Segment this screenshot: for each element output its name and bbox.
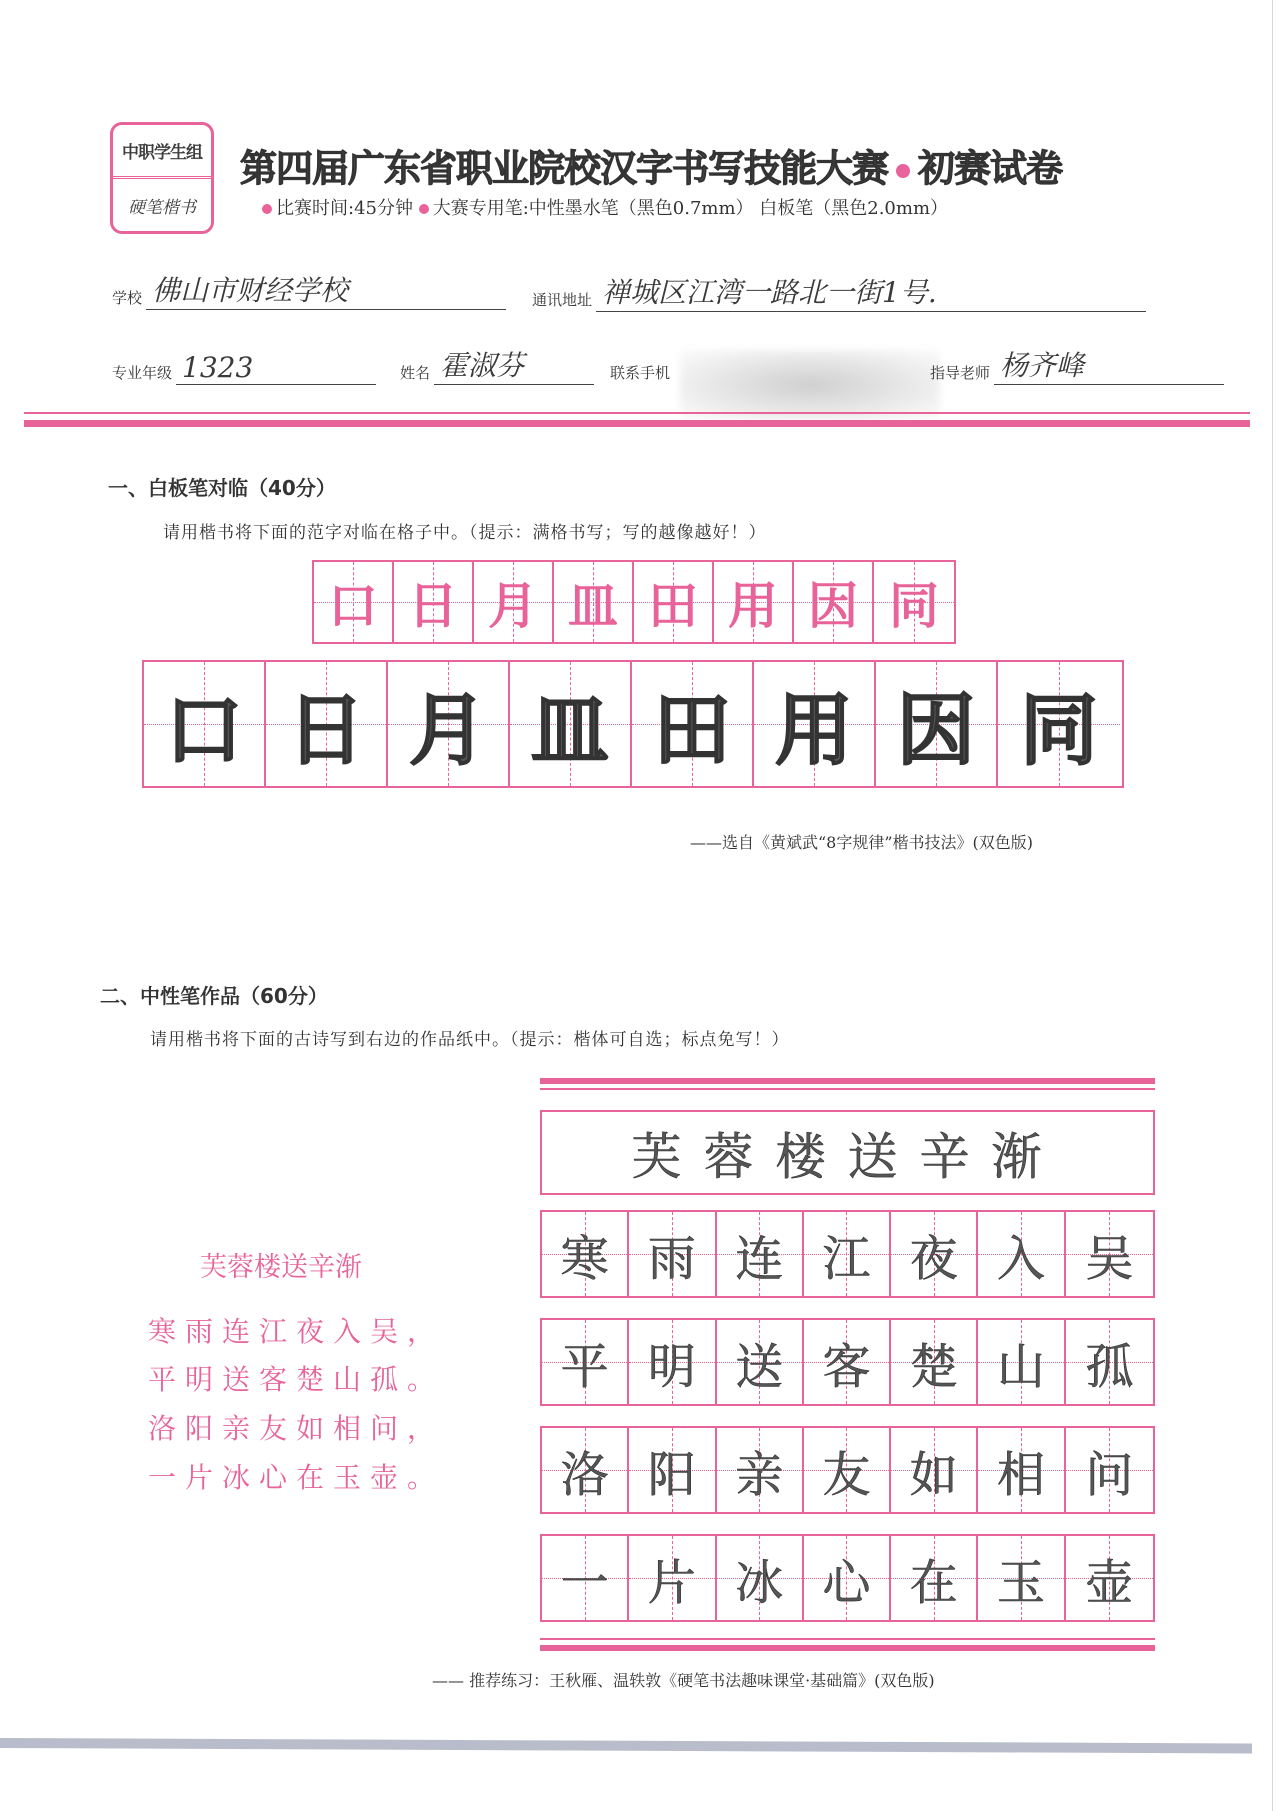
copy-cell[interactable]: 口 <box>144 662 266 786</box>
reference-cell: 口 <box>314 562 394 642</box>
reference-char-row <box>312 560 956 644</box>
title-main: 第四届广东省职业院校汉字书写技能大赛 <box>240 147 888 190</box>
copy-char-row[interactable] <box>142 660 1124 788</box>
scan-bottom-bar <box>0 1738 1252 1753</box>
section2-instruction: 请用楷书将下面的古诗写到右边的作品纸中。（提示：楷体可自选；标点免写！） <box>150 1030 790 1050</box>
grade-label: 专业年级 <box>112 364 173 382</box>
work-cell[interactable]: 玉 <box>978 1536 1065 1620</box>
work-cell[interactable]: 洛 <box>542 1428 629 1512</box>
poem-line: 洛阳亲友如相问， <box>148 1412 445 1445</box>
divider-thick <box>24 420 1250 427</box>
grade-value[interactable]: 1323 <box>176 345 376 385</box>
reference-cell: 皿 <box>554 562 634 642</box>
teacher-value[interactable]: 杨齐峰 <box>994 345 1224 385</box>
work-cell[interactable]: 壶 <box>1066 1536 1153 1620</box>
work-title-box[interactable] <box>540 1110 1155 1195</box>
work-cell[interactable]: 寒 <box>542 1212 629 1296</box>
school-field[interactable] <box>112 270 506 310</box>
work-cell[interactable]: 如 <box>891 1428 978 1512</box>
bullet-dot-icon <box>262 204 272 214</box>
bullet-dot-icon <box>419 204 429 214</box>
address-value[interactable]: 禅城区江湾一路北一街1号. <box>596 272 1146 312</box>
work-row[interactable] <box>540 1318 1155 1406</box>
bullet-dot-icon <box>896 164 910 178</box>
work-row[interactable] <box>540 1534 1155 1622</box>
reference-cell: 田 <box>634 562 714 642</box>
phone-label: 联系手机 <box>610 364 671 382</box>
section1-source: ——选自《黄斌武“8字规律”楷书技法》(双色版) <box>690 833 1034 852</box>
work-cell[interactable]: 明 <box>629 1320 716 1404</box>
work-paper-top-rule <box>540 1078 1155 1084</box>
work-cell[interactable]: 在 <box>891 1536 978 1620</box>
work-cell[interactable]: 阳 <box>629 1428 716 1512</box>
exam-rules <box>262 194 948 220</box>
category-badge <box>110 122 214 234</box>
name-field[interactable] <box>400 345 594 385</box>
work-cell[interactable]: 相 <box>978 1428 1065 1512</box>
copy-cell[interactable]: 同 <box>998 662 1120 786</box>
work-cell[interactable]: 孤 <box>1066 1320 1153 1404</box>
work-row[interactable] <box>540 1426 1155 1514</box>
work-paper-top-rule-thin <box>540 1088 1155 1090</box>
school-value[interactable]: 佛山市财经学校 <box>146 270 506 310</box>
poem-line: 寒雨连江夜入吴， <box>148 1315 445 1348</box>
section1-heading: 一、白板笔对临（40分） <box>108 476 336 500</box>
work-cell[interactable]: 送 <box>717 1320 804 1404</box>
name-label: 姓名 <box>400 364 431 382</box>
poem-ref-title: 芙蓉楼送辛渐 <box>200 1252 362 1283</box>
work-cell[interactable]: 友 <box>804 1428 891 1512</box>
reference-cell: 同 <box>874 562 954 642</box>
work-cell[interactable]: 雨 <box>629 1212 716 1296</box>
grade-field[interactable] <box>112 345 376 385</box>
scan-right-edge <box>1272 0 1273 1811</box>
work-cell[interactable]: 平 <box>542 1320 629 1404</box>
work-cell[interactable]: 冰 <box>717 1536 804 1620</box>
work-cell[interactable]: 片 <box>629 1536 716 1620</box>
poem-line: 一片冰心在玉壶。 <box>148 1461 445 1494</box>
copy-cell[interactable]: 皿 <box>510 662 632 786</box>
exam-pen: 大赛专用笔:中性墨水笔（黑色0.7mm） 白板笔（黑色2.0mm） <box>432 198 949 219</box>
work-cell[interactable]: 江 <box>804 1212 891 1296</box>
reference-cell: 因 <box>794 562 874 642</box>
exam-time: 比赛时间:45分钟 <box>276 198 413 219</box>
work-cell[interactable]: 心 <box>804 1536 891 1620</box>
section2-source: —— 推荐练习：王秋雁、温轶敦《硬笔书法趣味课堂·基础篇》(双色版) <box>432 1671 935 1690</box>
name-value[interactable]: 霍淑芬 <box>434 345 594 385</box>
work-cell[interactable]: 问 <box>1066 1428 1153 1512</box>
teacher-label: 指导老师 <box>930 364 991 382</box>
work-cell[interactable]: 一 <box>542 1536 629 1620</box>
address-label: 通讯地址 <box>532 291 593 309</box>
work-cell[interactable]: 连 <box>717 1212 804 1296</box>
work-paper-bottom-rule <box>540 1645 1155 1651</box>
reference-cell: 月 <box>474 562 554 642</box>
title-suffix: 初赛试卷 <box>918 147 1062 190</box>
badge-group: 中职学生组 <box>113 125 211 179</box>
teacher-field[interactable] <box>930 345 1224 385</box>
copy-cell[interactable]: 用 <box>754 662 876 786</box>
badge-category: 硬笔楷书 <box>128 197 196 218</box>
address-field[interactable] <box>532 272 1146 312</box>
copy-cell[interactable]: 月 <box>388 662 510 786</box>
page-title <box>240 138 1062 192</box>
reference-cell: 日 <box>394 562 474 642</box>
work-title: 芙蓉楼送辛渐 <box>631 1127 1064 1186</box>
work-cell[interactable]: 吴 <box>1066 1212 1153 1296</box>
work-cell[interactable]: 亲 <box>717 1428 804 1512</box>
copy-cell[interactable]: 因 <box>876 662 998 786</box>
redacted-phone <box>680 350 940 420</box>
work-cell[interactable]: 客 <box>804 1320 891 1404</box>
copy-cell[interactable]: 田 <box>632 662 754 786</box>
section2-heading: 二、中性笔作品（60分） <box>100 984 328 1008</box>
section1-instruction: 请用楷书将下面的范字对临在格子中。（提示：满格书写；写的越像越好！） <box>163 523 767 543</box>
work-cell[interactable]: 山 <box>978 1320 1065 1404</box>
work-paper-bottom-rule-thin <box>540 1638 1155 1640</box>
copy-cell[interactable]: 日 <box>266 662 388 786</box>
divider-thin <box>24 412 1250 414</box>
reference-cell: 用 <box>714 562 794 642</box>
poem-line: 平明送客楚山孤。 <box>148 1363 445 1396</box>
work-cell[interactable]: 夜 <box>891 1212 978 1296</box>
work-cell[interactable]: 楚 <box>891 1320 978 1404</box>
work-cell[interactable]: 入 <box>978 1212 1065 1296</box>
school-label: 学校 <box>112 289 143 307</box>
work-row[interactable] <box>540 1210 1155 1298</box>
